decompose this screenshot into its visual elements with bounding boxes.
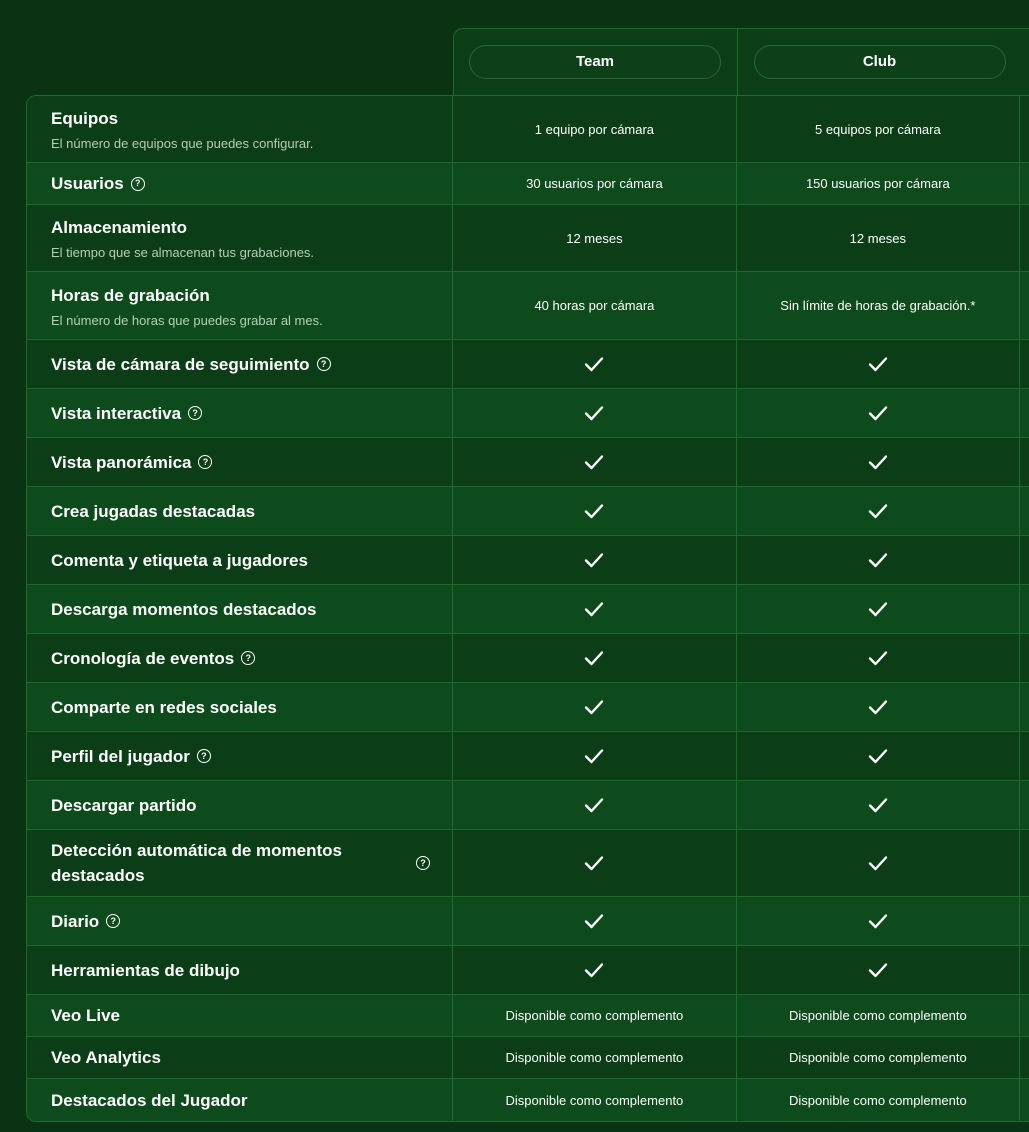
feature-cell: [27, 732, 453, 780]
team-value: 30 usuarios por cámara: [526, 176, 663, 191]
club-value-cell: [737, 340, 1020, 388]
feature-title-line: [51, 1045, 452, 1070]
check-icon: [868, 356, 888, 372]
club-value-cell: [737, 96, 1020, 162]
club-value: Disponible como complemento: [788, 1092, 967, 1108]
team-value-cell: [453, 438, 736, 486]
feature-title: Usuarios: [51, 174, 124, 193]
feature-title-line: [51, 450, 452, 475]
next-plan-cell: [1020, 1079, 1029, 1121]
team-value-cell: [453, 732, 736, 780]
check-icon: [584, 699, 604, 715]
plan-header-team: [453, 28, 737, 95]
table-row: [27, 272, 1029, 340]
club-value: 12 meses: [849, 230, 907, 246]
table-row: [27, 389, 1029, 438]
club-value-cell: [737, 897, 1020, 945]
next-plan-cell: [1020, 389, 1029, 437]
feature-title: Detección automática de momentos destacados: [51, 841, 342, 885]
table-row: [27, 781, 1029, 830]
team-value-cell: [453, 205, 736, 271]
feature-title: Horas de grabación: [51, 285, 210, 305]
team-value-cell: [453, 1079, 736, 1121]
help-icon[interactable]: ?: [106, 914, 120, 928]
club-value-cell: [737, 1079, 1020, 1121]
check-icon: [584, 855, 604, 871]
check-icon: [584, 913, 604, 929]
club-value-cell: [737, 438, 1020, 486]
club-value-cell: [737, 946, 1020, 994]
feature-title: Descarga momentos destacados: [51, 599, 317, 619]
club-value-cell: [737, 389, 1020, 437]
feature-title-line: [51, 695, 452, 720]
feature-cell: [27, 536, 453, 584]
check-icon: [584, 797, 604, 813]
next-plan-cell: [1020, 781, 1029, 829]
team-value: Disponible como complemento: [505, 1092, 684, 1108]
check-icon: [868, 552, 888, 568]
feature-title-line: [51, 1088, 452, 1113]
team-value: 40 horas por cámara: [534, 298, 655, 313]
club-value: Sin límite de horas de grabación.*: [780, 298, 976, 313]
next-plan-cell: [1020, 995, 1029, 1036]
team-value-cell: [453, 272, 736, 339]
next-plan-cell: [1020, 946, 1029, 994]
team-value-cell: [453, 897, 736, 945]
feature-cell: [27, 683, 453, 731]
feature-description: El tiempo que se almacenan tus grabaciones.: [51, 245, 315, 260]
feature-title-line: [51, 215, 452, 240]
check-icon: [868, 503, 888, 519]
team-value: 1 equipo por cámara: [534, 121, 655, 137]
feature-title-line: [51, 744, 452, 769]
feature-cell: [27, 163, 453, 204]
next-plan-cell: [1020, 536, 1029, 584]
club-value-cell: [737, 487, 1020, 535]
feature-title: Vista interactiva: [51, 403, 182, 423]
table-row: [27, 205, 1029, 272]
feature-title-line: [51, 793, 452, 818]
club-value-cell: [737, 732, 1020, 780]
feature-title: Equipos: [51, 109, 119, 128]
help-icon[interactable]: ?: [131, 177, 145, 191]
feature-title: Diario: [51, 911, 100, 931]
feature-description: El número de equipos que puedes configurar.: [51, 136, 314, 151]
check-icon: [868, 454, 888, 470]
plan-header-club: [737, 28, 1021, 95]
feature-title-line: [51, 499, 452, 524]
feature-title-line: [51, 597, 452, 622]
table-row: [27, 96, 1029, 163]
table-row: [27, 897, 1029, 946]
feature-cell: [27, 946, 453, 994]
club-value: 5 equipos por cámara: [814, 121, 941, 137]
feature-title-line: [51, 401, 452, 426]
check-icon: [584, 748, 604, 764]
feature-cell: [27, 205, 453, 271]
next-plan-cell: [1020, 683, 1029, 731]
club-value-cell: [737, 536, 1020, 584]
team-value-cell: [453, 487, 736, 535]
table-row: [27, 163, 1029, 205]
check-icon: [584, 454, 604, 470]
next-plan-cell: [1020, 897, 1029, 945]
team-value-cell: [453, 585, 736, 633]
feature-cell: [27, 1037, 453, 1078]
team-value-cell: [453, 389, 736, 437]
table-row: [27, 585, 1029, 634]
club-value: Disponible como complemento: [788, 1050, 967, 1065]
next-plan-cell: [1020, 487, 1029, 535]
check-icon: [868, 405, 888, 421]
next-plan-cell: [1020, 732, 1029, 780]
table-row: [27, 683, 1029, 732]
help-icon[interactable]: ?: [416, 856, 430, 870]
club-value-cell: [737, 995, 1020, 1036]
help-icon[interactable]: ?: [197, 749, 211, 763]
table-row: [27, 946, 1029, 995]
table-row: [27, 830, 1029, 897]
feature-title-line: [51, 106, 452, 131]
feature-title: Veo Live: [51, 1006, 120, 1025]
check-icon: [868, 748, 888, 764]
next-plan-cell: [1020, 634, 1029, 682]
feature-title: Descargar partido: [51, 795, 197, 815]
next-plan-cell: [1020, 1037, 1029, 1078]
team-value-cell: [453, 96, 736, 162]
feature-title: Herramientas de dibujo: [51, 960, 240, 980]
table-row: [27, 438, 1029, 487]
club-value-cell: [737, 683, 1020, 731]
feature-title: Crea jugadas destacadas: [51, 501, 256, 521]
comparison-table: [26, 95, 1029, 1122]
check-icon: [868, 962, 888, 978]
plan-club-button[interactable]: Club: [754, 45, 1006, 79]
next-plan-cell: [1020, 205, 1029, 271]
table-row: [27, 340, 1029, 389]
next-plan-cell: [1020, 340, 1029, 388]
check-icon: [584, 405, 604, 421]
feature-cell: [27, 1079, 453, 1121]
check-icon: [868, 913, 888, 929]
feature-title: Cronología de eventos: [51, 648, 235, 668]
feature-title-line: [51, 352, 452, 377]
feature-title-line: [51, 548, 452, 573]
club-value-cell: [737, 205, 1020, 271]
check-icon: [584, 552, 604, 568]
feature-title-line: [51, 646, 452, 671]
club-value: Disponible como complemento: [788, 1008, 967, 1023]
table-row: [27, 634, 1029, 683]
team-value-cell: [453, 340, 736, 388]
next-plan-cell: [1020, 438, 1029, 486]
help-icon[interactable]: ?: [188, 406, 202, 420]
feature-cell: [27, 438, 453, 486]
table-row: [27, 487, 1029, 536]
team-value-cell: [453, 1037, 736, 1078]
feature-title-line: [51, 283, 452, 308]
team-value-cell: [453, 995, 736, 1036]
club-value-cell: [737, 634, 1020, 682]
feature-title: Vista de cámara de seguimiento: [51, 354, 310, 374]
feature-cell: [27, 585, 453, 633]
table-row: [27, 732, 1029, 781]
feature-cell: [27, 272, 453, 339]
feature-title: Vista panorámica: [51, 452, 192, 472]
club-value: 150 usuarios por cámara: [805, 176, 950, 191]
check-icon: [584, 356, 604, 372]
feature-title-line: [51, 958, 452, 983]
help-icon[interactable]: ?: [241, 651, 255, 665]
next-plan-cell: [1020, 163, 1029, 204]
team-value-cell: [453, 781, 736, 829]
feature-cell: [27, 96, 453, 162]
help-icon[interactable]: ?: [198, 455, 212, 469]
plan-team-button[interactable]: Team: [469, 45, 721, 79]
check-icon: [868, 855, 888, 871]
feature-title: Veo Analytics: [51, 1048, 161, 1067]
check-icon: [584, 601, 604, 617]
club-value-cell: [737, 1037, 1020, 1078]
feature-title: Perfil del jugador: [51, 746, 190, 766]
feature-cell: [27, 995, 453, 1036]
feature-cell: [27, 830, 453, 896]
check-icon: [868, 601, 888, 617]
feature-cell: [27, 389, 453, 437]
next-plan-cell: [1020, 96, 1029, 162]
check-icon: [868, 650, 888, 666]
team-value-cell: [453, 163, 736, 204]
feature-cell: [27, 634, 453, 682]
feature-cell: [27, 487, 453, 535]
check-icon: [868, 797, 888, 813]
club-value-cell: [737, 272, 1020, 339]
team-value: Disponible como complemento: [505, 1050, 684, 1065]
feature-title: Destacados del Jugador: [51, 1090, 248, 1110]
team-value: 12 meses: [566, 230, 623, 246]
feature-description: El número de horas que puedes grabar al mes.: [51, 312, 323, 328]
feature-title: Comenta y etiqueta a jugadores: [51, 550, 308, 570]
feature-title: Comparte en redes sociales: [51, 697, 277, 717]
team-value: Disponible como complemento: [505, 1008, 684, 1023]
check-icon: [584, 503, 604, 519]
club-value-cell: [737, 585, 1020, 633]
check-icon: [584, 962, 604, 978]
club-value-cell: [737, 781, 1020, 829]
check-icon: [584, 650, 604, 666]
table-row: [27, 1079, 1029, 1121]
team-value-cell: [453, 683, 736, 731]
feature-cell: [27, 897, 453, 945]
table-row: [27, 536, 1029, 585]
feature-title: Almacenamiento: [51, 218, 188, 237]
feature-cell: [27, 340, 453, 388]
help-icon[interactable]: ?: [317, 357, 331, 371]
next-plan-cell: [1020, 585, 1029, 633]
team-value-cell: [453, 830, 736, 896]
team-value-cell: [453, 634, 736, 682]
next-plan-cell: [1020, 272, 1029, 339]
team-value-cell: [453, 536, 736, 584]
next-plan-cell: [1020, 830, 1029, 896]
feature-cell: [27, 781, 453, 829]
table-row: [27, 995, 1029, 1037]
feature-title-line: [51, 909, 452, 934]
feature-title-line: [51, 171, 452, 196]
check-icon: [868, 699, 888, 715]
club-value-cell: [737, 830, 1020, 896]
team-value-cell: [453, 946, 736, 994]
feature-title-line: [51, 838, 452, 888]
table-row: [27, 1037, 1029, 1079]
feature-title-line: [51, 1003, 452, 1028]
club-value-cell: [737, 163, 1020, 204]
